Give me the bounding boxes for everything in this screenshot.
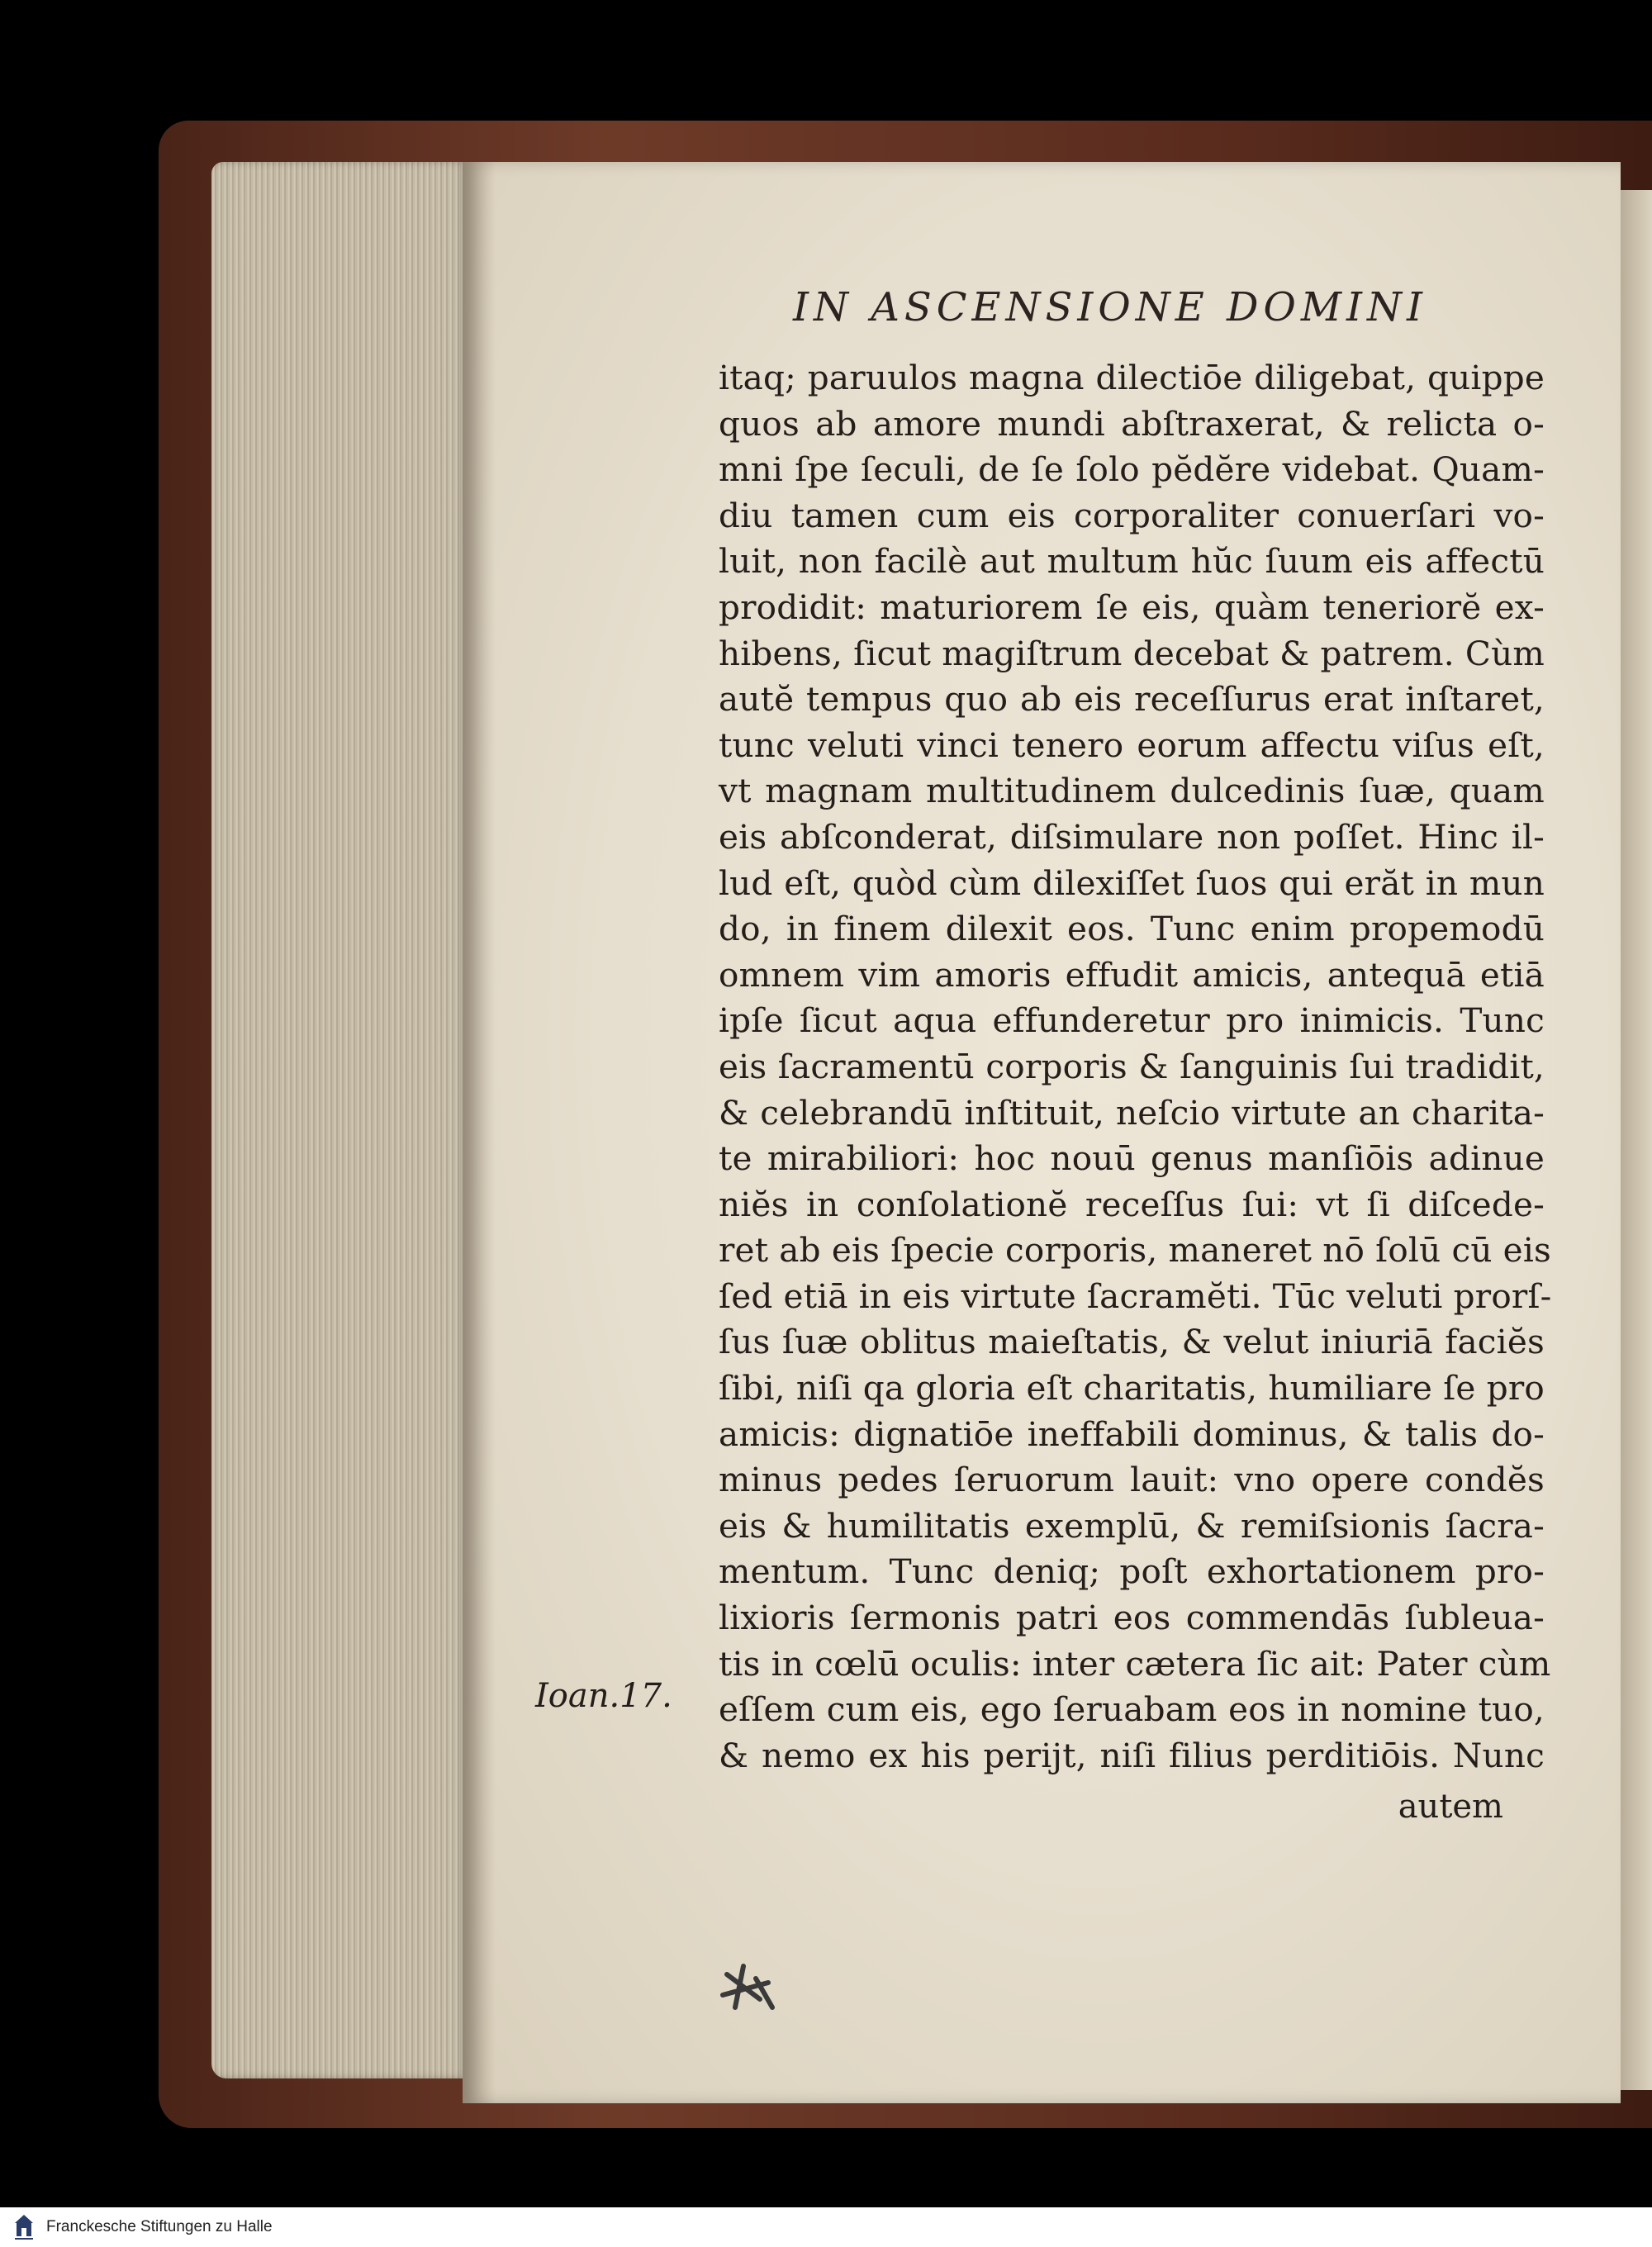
page-edges (211, 162, 468, 2078)
text-line: diu tamen cum eis corporaliter conuerſari vo- (719, 495, 1545, 535)
text-line: ipſe ſicut aqua effunderetur pro inimicis. Tunc (719, 1000, 1545, 1041)
text-line: eis abſconderat, diſsimulare non poſſet. Hinc il- (719, 816, 1545, 857)
text-line: eis ſacramentū corporis & ſanguinis ſui tradidit, (719, 1046, 1545, 1086)
facing-page-edge (1621, 190, 1652, 2090)
text-line: amicis: dignatiōe ineffabili dominus, & talis do- (719, 1413, 1545, 1454)
gutter-shadow (463, 162, 496, 2103)
text-line: ſed etiā in eis virtute ſacramĕti. Tūc veluti prorſ- (719, 1276, 1552, 1316)
text-line: luit, non facilè aut multum hŭc ſuum eis affectū (719, 541, 1545, 582)
text-line: & celebrandū inſtituit, neſcio virtute an charita- (719, 1092, 1545, 1133)
text-line: te mirabiliori: hoc nouū genus manſiōis adinue (719, 1138, 1545, 1179)
text-line: ſibi, niſi qa gloria eſt charitatis, humiliare ſe pro (719, 1368, 1545, 1409)
text-line: hibens, ſicut magiſtrum decebat & patrem. Cùm (719, 633, 1545, 673)
text-line: mentum. Tunc deniq; poſt exhortationem pro- (719, 1551, 1545, 1592)
body-text (719, 355, 1552, 1779)
text-line: & nemo ex his perijt, niſi filius perditiōis. Nunc (719, 1735, 1545, 1775)
text-line: prodidit: maturiorem ſe eis, quàm teneriorĕ ex- (719, 587, 1545, 627)
text-line: eſſem cum eis, ego ſeruabam eos in nomine tuo, (719, 1689, 1545, 1730)
text-line: mni ſpe ſeculi, de ſe ſolo pĕdĕre videbat. Quam- (719, 449, 1545, 490)
ink-mark-icon (710, 1958, 809, 2024)
text-line: vt magnam multitudinem dulcedinis ſuæ, quam (719, 771, 1545, 811)
text-line: ret ab eis ſpecie corporis, maneret nō ſolū cū eis (719, 1230, 1551, 1271)
text-line: niĕs in conſolationĕ receſſus ſui: vt ſi diſcede- (719, 1184, 1545, 1224)
text-line: do, in finem dilexit eos. Tunc enim propemodū (719, 909, 1545, 949)
text-line: autĕ tempus quo ab eis receſſurus erat inſtaret, (719, 679, 1545, 720)
institution-name: Franckesche Stiftungen zu Halle (46, 2218, 273, 2235)
margin-note: Ioan.17. (535, 1677, 672, 1715)
text-line: omnem vim amoris effudit amicis, antequā etiā (719, 954, 1545, 995)
catchword-visible: autem (1398, 1787, 1503, 1826)
text-line: eis & humilitatis exemplū, & remiſsionis ſacra- (719, 1505, 1545, 1546)
text-line: lud eſt, quòd cùm dilexiſſet ſuos qui erăt in mun (719, 862, 1545, 903)
institution-logo-icon (13, 2213, 35, 2241)
footer-bar (0, 2207, 1652, 2247)
text-line: quos ab amore mundi abſtraxerat, & relicta o- (719, 403, 1545, 444)
text-line: minus pedes ſeruorum lauit: vno opere condĕs (719, 1460, 1545, 1500)
running-head: IN ASCENSIONE DOMINI (793, 284, 1427, 330)
text-line: itaq; paruulos magna dilectiōe diligebat, quippe (719, 358, 1545, 397)
text-line: tis in cœlū oculis: inter cætera ſic ait: Pater cùm (719, 1643, 1551, 1684)
text-line: tunc veluti vinci tenero eorum affectu viſus eſt, (719, 724, 1545, 765)
text-line: lixioris ſermonis patri eos commendās ſubleua- (719, 1598, 1545, 1638)
text-line: ſus ſuæ oblitus maieſtatis, & velut iniuriā faciĕs (719, 1322, 1545, 1362)
